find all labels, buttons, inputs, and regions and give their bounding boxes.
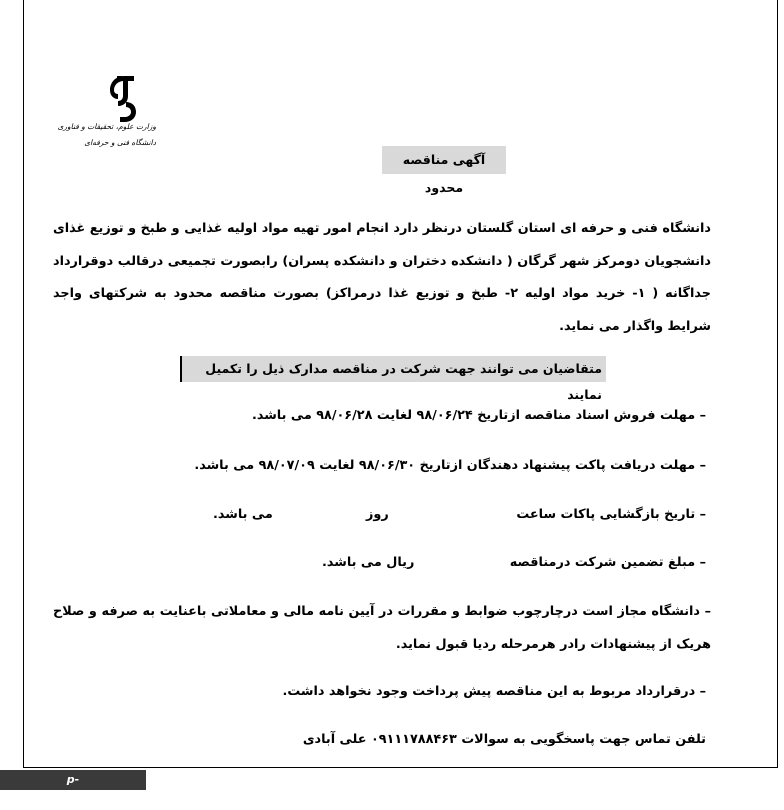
university-logo <box>57 72 160 154</box>
intro-line: شرایط واگذار می نماید. <box>559 318 711 334</box>
guarantee-end-label: ریال می باشد. <box>322 555 415 570</box>
website-watermark: p-aliabadkatool.tvu.ac.ir <box>0 770 146 790</box>
authority-line: هریک از پیشنهادات رادر هرمرحله ردیا قبول نماید. <box>395 637 711 652</box>
section-subtitle: متقاضیان می توانند جهت شرکت در مناقصه مدارک ذیل را تکمیل نمایند <box>180 356 606 382</box>
opening-day-label: روز <box>366 507 389 522</box>
guarantee-label: – مبلغ تضمین شرکت درمناقصه <box>509 555 706 570</box>
intro-line: دانشجویان دومرکز شهر گرگان ( دانشکده دختران و دانشکده پسران) رابصورت تجمیعی درقالب دوقرارداد <box>53 253 711 269</box>
no-prepayment-item: – درقرارداد مربوط به این مناقصه پیش پرداخت وجود نخواهد داشت. <box>282 684 706 699</box>
intro-line: جداگانه ( ۱- خرید مواد اولیه ۲- طبخ و توزیع غذا درمراکز) بصورت مناقصه محدود به شرکتهای واجد <box>53 286 711 301</box>
university-name: دانشگاه فنی و حرفه‌ای <box>84 138 156 147</box>
intro-paragraph <box>53 213 711 343</box>
authority-paragraph <box>53 595 711 661</box>
receive-deadline-item: – مهلت دریافت پاکت پیشنهاد دهندگان ازتاریخ ۹۸/۰۶/۳۰ لغایت ۹۸/۰۷/۰۹ می باشد. <box>194 458 706 473</box>
page-title: آگهی مناقصه محدود <box>382 146 506 174</box>
opening-date-label: – تاریخ بازگشایی پاکات ساعت <box>516 507 706 522</box>
university-emblem-icon <box>80 72 160 124</box>
opening-end-label: می باشد. <box>213 507 273 522</box>
contact-info: تلفن تماس جهت پاسخگویی به سوالات ۰۹۱۱۱۷۸۸۴۶۳ علی آبادی <box>302 732 706 747</box>
ministry-name: وزارت علوم، تحقیقات و فناوری <box>57 122 156 131</box>
intro-line: دانشگاه فنی و حرفه ای استان گلستان درنظر دارد انجام امور تهیه مواد اولیه غذایی و طبخ و توزیع غذای <box>53 221 711 236</box>
authority-line: – دانشگاه مجاز است درچارچوب ضوابط و مقررات در آیین نامه مالی و معاملاتی باعنایت به صرفه و صلاح <box>53 604 711 619</box>
sale-deadline-item: – مهلت فروش اسناد مناقصه ازتاریخ ۹۸/۰۶/۲۴ لغایت ۹۸/۰۶/۲۸ می باشد. <box>251 408 706 423</box>
